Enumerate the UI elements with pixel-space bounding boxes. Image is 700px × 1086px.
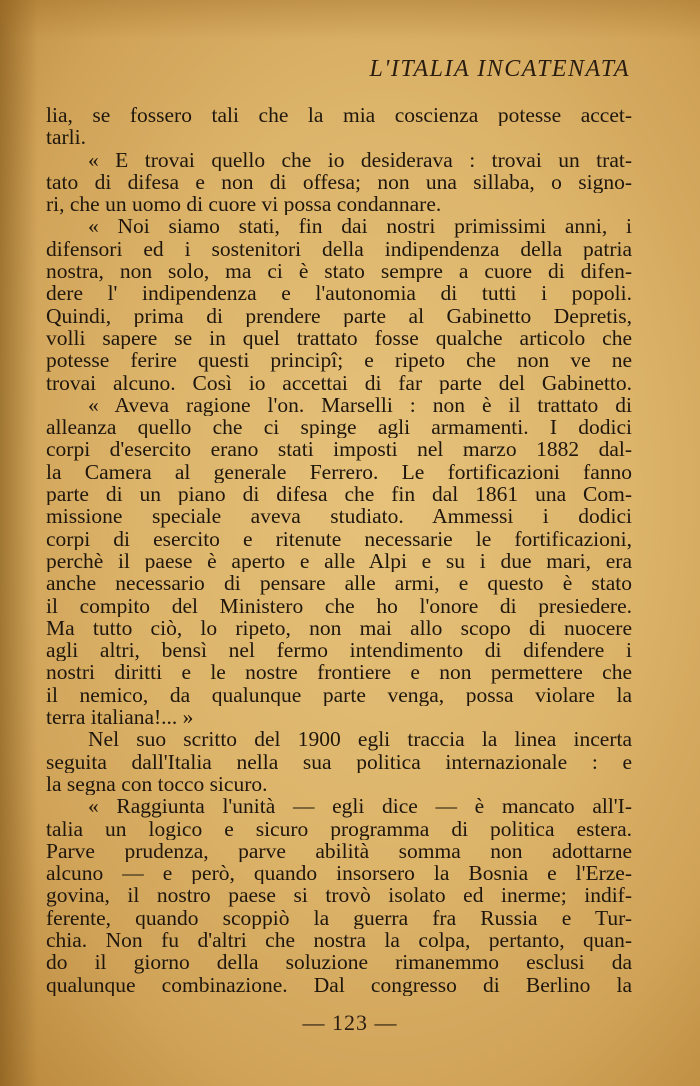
text-line: la Camera al generale Ferrero. Le fortificazioni fanno [46, 460, 632, 484]
text-line: la segna con tocco sicuro. [46, 772, 268, 796]
text-line: trovai alcuno. Così io accettai di far parte del Gabinetto. [46, 371, 632, 394]
text-line: volli sapere se in quel trattato fosse qualche articolo che [46, 326, 632, 350]
text-line: tato di difesa e non di offesa; non una sillaba, o signo- [46, 170, 632, 194]
text-line: ferente, quando scoppiò la guerra fra Russia e Tur- [46, 906, 632, 929]
text-line: terra italiana!... » [46, 706, 194, 729]
text-line: potesse ferire questi principî; e ripeto che non ve ne [46, 349, 632, 372]
text-line: agli altri, bensì nel fermo intendimento di difendere i [46, 639, 632, 662]
text-line: Quindi, prima di prendere parte al Gabinetto Depretis, [46, 304, 632, 327]
text-line: govina, il nostro paese si trovò isolato ed inerme; indif- [46, 884, 632, 907]
text-line: corpi di esercito e ritenute necessarie le fortificazioni, [46, 527, 632, 550]
text-line: nostri diritti e le nostre frontiere e non permettere che [46, 661, 632, 684]
text-line: « Aveva ragione l'on. Marselli : non è il trattato di [88, 393, 632, 417]
text-line: seguita dall'Italia nella sua politica internazionale : e [46, 750, 632, 773]
text-line: difensori ed i sostenitori della indipendenza della patria [46, 237, 632, 261]
text-line: lia, se fossero tali che la mia coscienza potesse accet- [46, 104, 632, 127]
page-body-text [46, 104, 632, 996]
text-line: missione speciale aveva studiato. Ammessi i dodici [46, 505, 632, 528]
text-line: parte di un piano di difesa che fin dal 1861 una Com- [46, 483, 632, 506]
text-line: tarli. [46, 126, 86, 149]
text-line: chia. Non fu d'altri che nostra la colpa, pertanto, quan- [46, 928, 632, 952]
text-line: corpi d'esercito erano stati imposti nel marzo 1882 dal- [46, 438, 632, 461]
text-line: « E trovai quello che io desiderava : trovai un trat- [88, 148, 632, 171]
text-line: Parve prudenza, parve abilità somma non adottarne [46, 839, 632, 863]
text-line: « Noi siamo stati, fin dai nostri primissimi anni, i [88, 215, 632, 238]
page-number: — 123 — [302, 1010, 398, 1035]
text-line: qualunque combinazione. Dal congresso di Berlino la [46, 973, 632, 996]
text-line: il nemico, da qualunque parte venga, possa violare la [46, 683, 632, 707]
text-line: perchè il paese è aperto e alle Alpi e su i due mari, era [46, 549, 632, 573]
text-line: dere l' indipendenza e l'autonomia di tutti i popoli. [46, 282, 632, 305]
text-line: alleanza quello che ci spinge agli armamenti. I dodici [46, 416, 632, 439]
text-line: Nel suo scritto del 1900 egli traccia la linea incerta [88, 728, 632, 751]
text-line: anche necessario di pensare alle armi, e questo è stato [46, 572, 632, 595]
text-line: nostra, non solo, ma ci è stato sempre a cuore di difen- [46, 260, 632, 283]
text-line: Ma tutto ciò, lo ripeto, non mai allo scopo di nuocere [46, 616, 632, 640]
text-line: do il giorno della soluzione rimanemmo esclusi da [46, 951, 632, 974]
text-line: talia un logico e sicuro programma di politica estera. [46, 817, 632, 840]
text-line: ri, che un uomo di cuore vi possa condannare. [46, 193, 442, 216]
text-line: il compito del Ministero che ho l'onore di presiedere. [46, 594, 632, 617]
text-line: « Raggiunta l'unità — egli dice — è mancato all'I- [88, 795, 632, 818]
running-title: L'ITALIA INCATENATA [369, 56, 630, 82]
text-line: alcuno — e però, quando insorsero la Bosnia e l'Erze- [46, 862, 632, 885]
